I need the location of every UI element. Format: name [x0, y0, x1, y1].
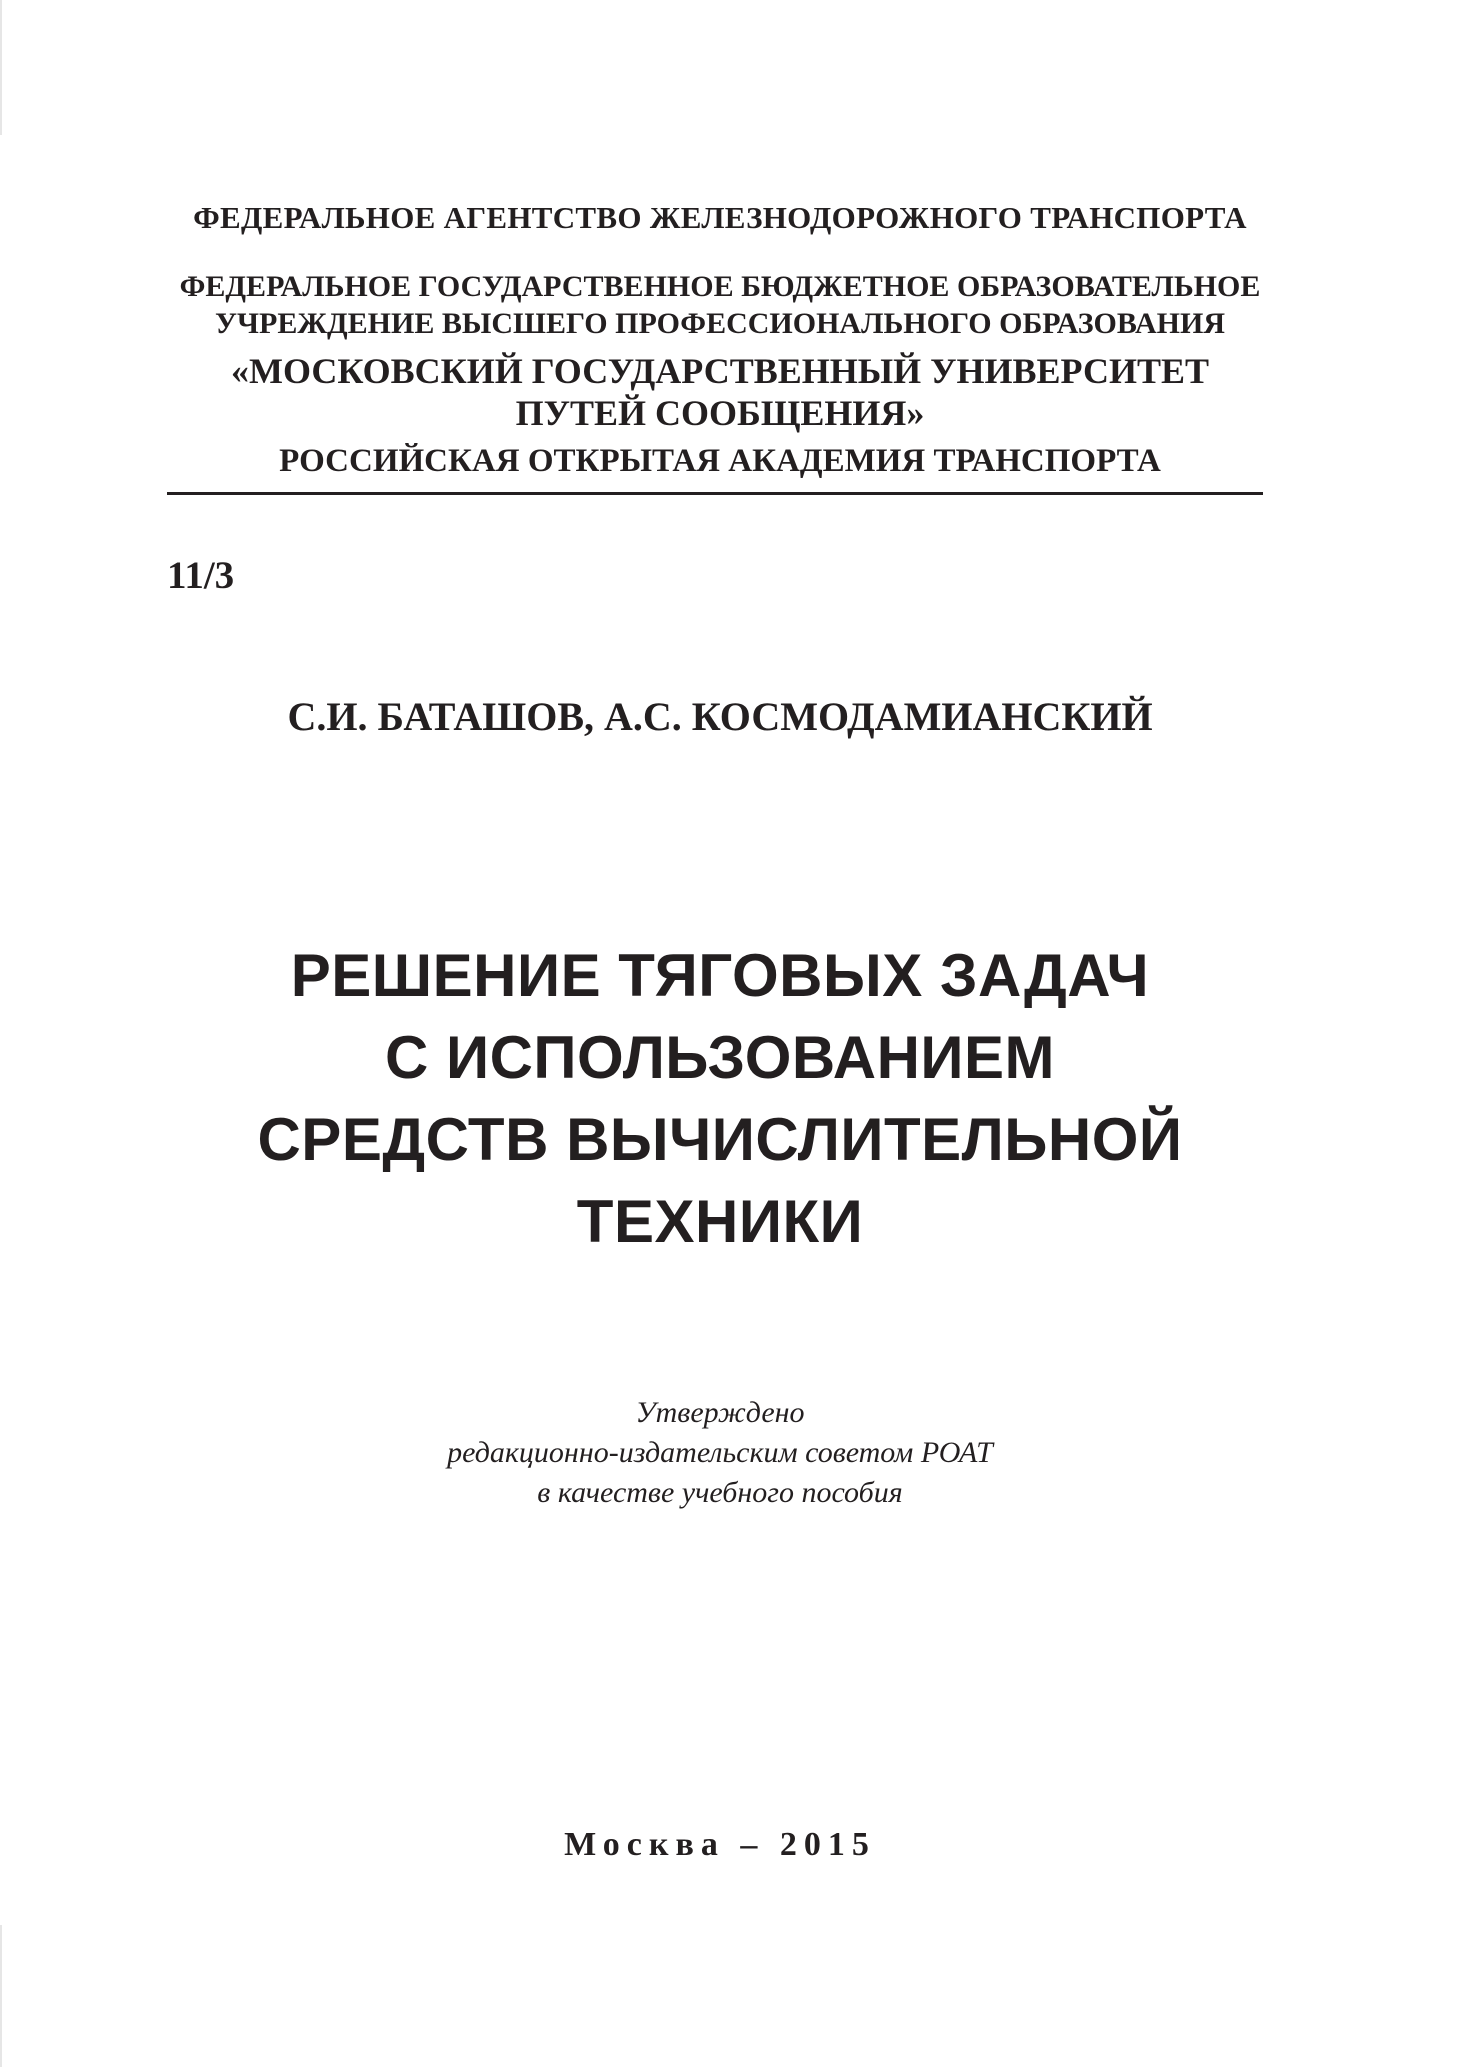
authors: С.И. БАТАШОВ, А.С. КОСМОДАМИАНСКИЙ [287, 694, 1153, 739]
book-title [120, 935, 1320, 1263]
approval-line-2: редакционно-издательским советом РОАТ [447, 1436, 993, 1469]
academy-name: РОССИЙСКАЯ ОТКРЫТАЯ АКАДЕМИЯ ТРАНСПОРТА [279, 443, 1161, 479]
title-line-2: С ИСПОЛЬЗОВАНИЕМ [384, 1024, 1056, 1091]
approval-line-3: в качестве учебного пособия [537, 1476, 903, 1509]
approval-note [120, 1393, 1320, 1513]
institution-line-1: ФЕДЕРАЛЬНОЕ ГОСУДАРСТВЕННОЕ БЮДЖЕТНОЕ ОБРАЗОВАТЕЛЬНОЕ [179, 270, 1261, 303]
agency-name: ФЕДЕРАЛЬНОЕ АГЕНТСТВО ЖЕЛЕЗНОДОРОЖНОГО ТРАНСПОРТА [193, 200, 1247, 235]
scan-edge-bottom [0, 1925, 2, 2067]
title-line-3: СРЕДСТВ ВЫЧИСЛИТЕЛЬНОЙ [257, 1106, 1183, 1173]
institution-name [120, 268, 1320, 342]
university-name [120, 350, 1320, 434]
approval-line-1: Утверждено [635, 1396, 805, 1429]
scan-edge-top [0, 0, 2, 135]
institution-line-2: УЧРЕЖДЕНИЕ ВЫСШЕГО ПРОФЕССИОНАЛЬНОГО ОБРАЗОВАНИЯ [215, 307, 1225, 340]
university-line-1: «МОСКОВСКИЙ ГОСУДАРСТВЕННЫЙ УНИВЕРСИТЕТ [231, 351, 1209, 391]
university-line-2: ПУТЕЙ СООБЩЕНИЯ» [515, 393, 925, 433]
title-line-4: ТЕХНИКИ [576, 1188, 864, 1255]
title-line-1: РЕШЕНИЕ ТЯГОВЫХ ЗАДАЧ [290, 942, 1150, 1009]
imprint: Москва – 2015 [564, 1826, 876, 1863]
header-divider [167, 492, 1263, 495]
document-code: 11/3 [167, 554, 235, 597]
